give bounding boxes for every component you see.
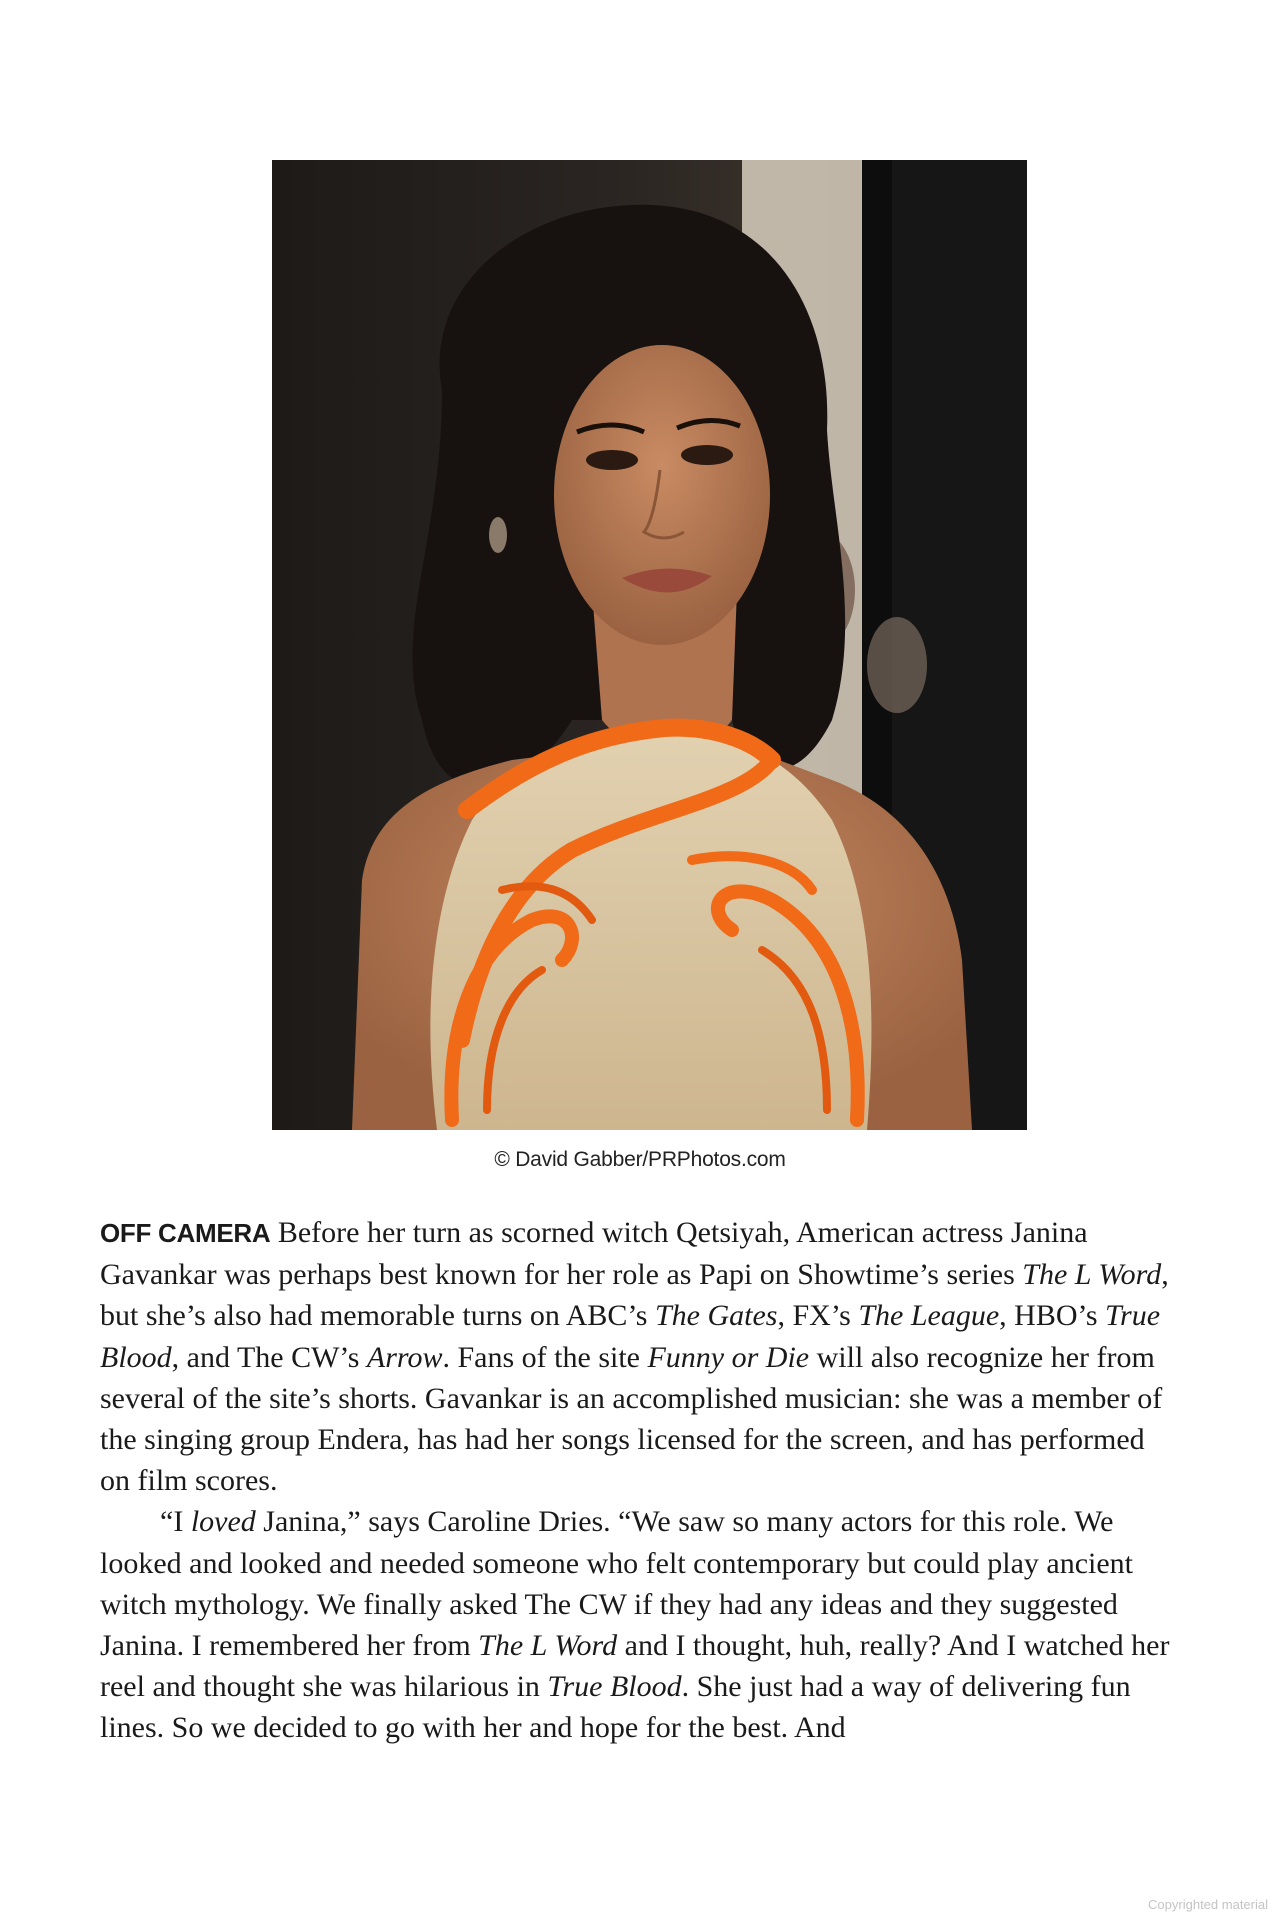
show-title: Arrow (366, 1340, 443, 1374)
earring (489, 517, 507, 553)
article-body (100, 1212, 1180, 1749)
portrait-illustration (272, 160, 1027, 1130)
show-title: True Blood (547, 1670, 682, 1704)
section-lead-heading: OFF CAMERA (100, 1218, 271, 1248)
show-title: The L Word (1022, 1258, 1162, 1292)
show-title: The League (858, 1299, 1000, 1333)
copyright-watermark: Copyrighted material (1148, 1897, 1268, 1912)
photo-credit: © David Gabber/PRPhotos.com (494, 1148, 786, 1171)
show-title: The L Word (478, 1629, 618, 1663)
show-title: The Gates (654, 1299, 778, 1333)
right-eye (681, 445, 733, 465)
face (554, 345, 770, 645)
show-title: True Blood (100, 1299, 1161, 1374)
left-eye (586, 450, 638, 470)
emphasis: loved (190, 1505, 256, 1539)
site-title: Funny or Die (647, 1340, 810, 1374)
paragraph-quote: “I loved Janina,” says Caroline Dries. “We saw so many actors for this role. We looked and looked and needed someone who felt contemporary but could play ancient witch mythology. We finally asked The CW if they had any ideas and they suggested Janina. I remembered her from The L Word and I thought, huh, really? And I watched her reel and thought she was hilarious in True Blood. She just had a way of delivering fun lines. So we decided to go with her and hope for the best. And (100, 1505, 1170, 1745)
paragraph-off-camera: OFF CAMERA Before her turn as scorned witch Qetsiyah, American actress Janina Gavankar was perhaps best known for her role as Papi on Showtime’s series The L Word, but she’s also had memorable turns on ABC’s The Gates, FX’s The League, HBO’s True Blood, and The CW’s Arrow. Fans of the site Funny or Die will also recognize her from several of the site’s shorts. Gavankar is an accomplished musician: she was a member of the singing group Endera, has had her songs licensed for the screen, and has performed on film scores. (100, 1216, 1169, 1498)
background-person (867, 617, 927, 713)
portrait-photo (272, 160, 1027, 1130)
